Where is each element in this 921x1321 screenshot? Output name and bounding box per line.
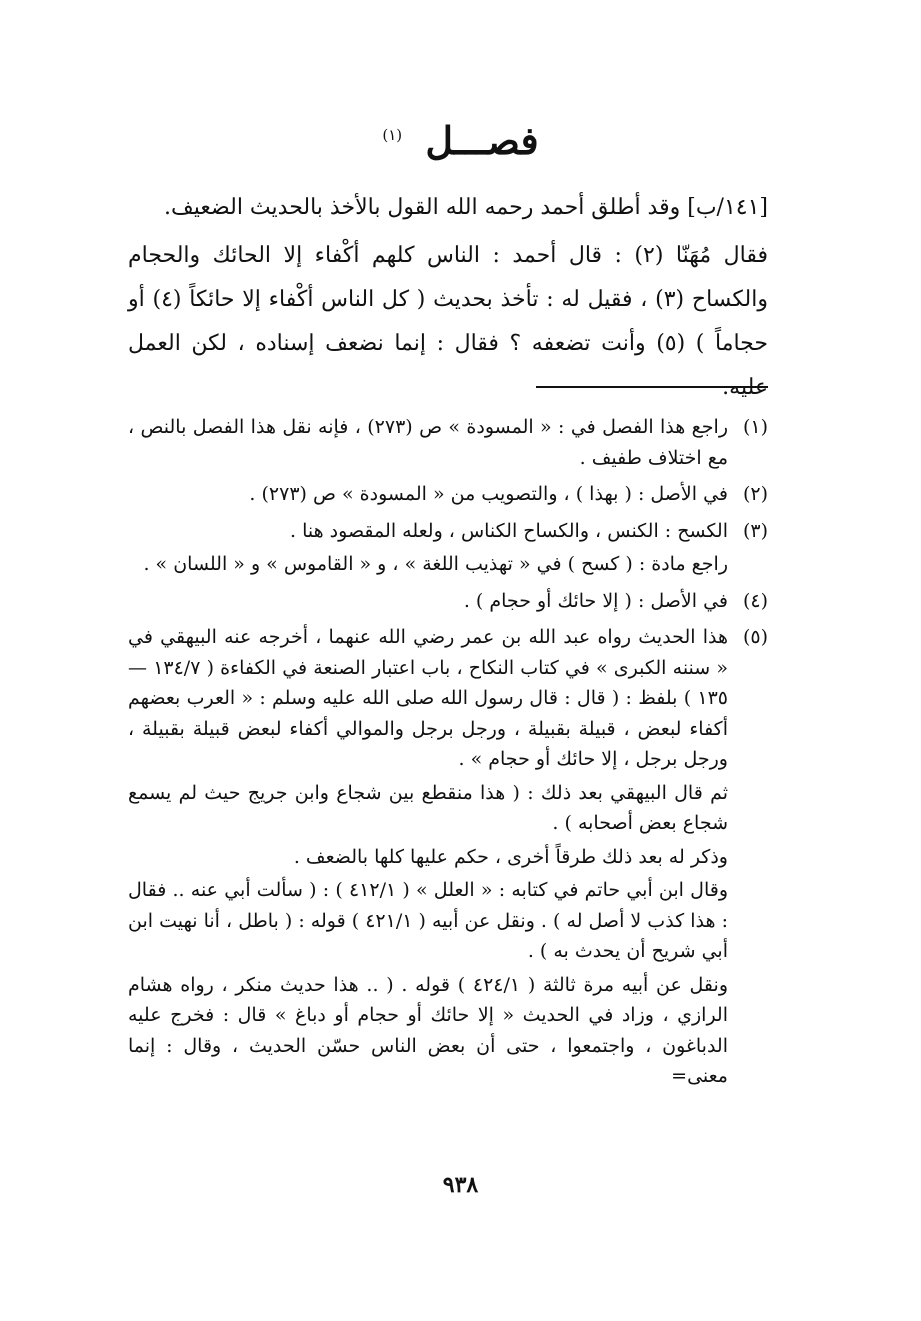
footnote-divider (536, 386, 768, 388)
main-paragraph: [١٤١/ب] وقد أطلق أحمد رحمه الله القول بالأخذ بالحديث الضعيف. (164, 195, 768, 220)
footnote-body (128, 586, 728, 620)
footnote-text: ثم قال البيهقي بعد ذلك : ( هذا منقطع بين شجاع وابن جريج حيث لم يسمع شجاع بعض أصحابه ) . (128, 781, 728, 834)
footnote-text: الكسح : الكنس ، والكساح الكناس ، ولعله المقصود هنا . (290, 519, 728, 542)
footnote-number: (١) (742, 416, 768, 438)
footnote-body (128, 516, 728, 583)
page-number: ٩٣٨ (442, 1172, 479, 1198)
footnote-text: هذا الحديث رواه عبد الله بن عمر رضي الله عنهما ، أخرجه عنه البيهقي في « سننه الكبرى » في كتاب النكاح ، باب اعتبار الصنعة في الكفاءة ( ١٣٤/٧ — ١٣٥ ) بلفظ : ( قال : قال رسول الله صلى الله عليه وسلم : « العرب بعضهم أكفاء لبعض ، قبيلة بقبيلة ، ورجل برجل والموالي أكفاء لبعض قبيلة بقبيلة ، ورجل برجل ، إلا حائك أو حجام » . (128, 626, 729, 770)
footnote-number: (٣) (742, 519, 768, 542)
footnote-text: ونقل عن أبيه مرة ثالثة ( ٤٢٤/١ ) قوله . ( .. هذا حديث منكر ، رواه هشام الرازي ، وزاد في الحديث « إلا حائك أو حجام أو دباغ » قال : فخرج عليه الدباغون ، واجتمعوا ، حتى أن بعض الناس حسّن الحديث ، وقال : إنما معنى= (128, 973, 729, 1087)
footnote-body (128, 479, 728, 513)
footnote-2 (128, 479, 768, 513)
footnote-text: راجع مادة : ( كسح ) في « تهذيب اللغة » ، و « القاموس » و « اللسان » . (143, 553, 728, 575)
footnote-number: (٥) (742, 626, 768, 648)
footnote-1 (128, 412, 768, 476)
footnote-body (128, 622, 728, 1095)
footnote-5 (128, 622, 768, 1095)
chapter-title-footnote-ref: (١) (382, 126, 403, 145)
footnote-number: (٢) (742, 483, 768, 505)
chapter-title-text: فصـــل (425, 118, 539, 163)
footnote-text: وقال ابن أبي حاتم في كتابه : « العلل » ( ٤١٢/١ ) : ( سألت أبي عنه .. فقال : هذا كذب لا أصل له ) . ونقل عن أبيه ( ٤٢١/١ ) قوله : ( باطل ، أنا نهيت ابن أبي شريح أن يحدث به ) . (128, 879, 729, 962)
main-text (128, 186, 768, 414)
footnote-text: في الأصل : ( بهذا ) ، والتصويب من « المسودة » ص (٢٧٣) . (249, 483, 728, 505)
footnote-number: (٤) (742, 589, 768, 612)
footnote-text: راجع هذا الفصل في : « المسودة » ص (٢٧٣) ، فإنه نقل هذا الفصل بالنص ، مع اختلاف طفيف . (128, 416, 728, 469)
main-paragraph: فقال مُهَنّا (٢) : قال أحمد : الناس كلهم أكْفاء إلا الحائك والحجام والكساح (٣) ، فقيل له : تأخذ بحديث ( كل الناس أكْفاء إلا حائكاً (٤) أو حجاماً ) (٥) وأنت تضعفه ؟ فقال : إنما نضعف إسناده ، لكن العمل عليه. (128, 243, 769, 400)
footnote-4 (128, 586, 768, 620)
footnote-3 (128, 516, 768, 583)
footnote-text: وذكر له بعد ذلك طرقاً أخرى ، حكم عليها كلها بالضعف . (293, 845, 728, 868)
footnotes (128, 412, 768, 1098)
chapter-title (0, 118, 921, 163)
footnote-text: في الأصل : ( إلا حائك أو حجام ) . (463, 589, 728, 612)
footnote-body (128, 412, 728, 476)
